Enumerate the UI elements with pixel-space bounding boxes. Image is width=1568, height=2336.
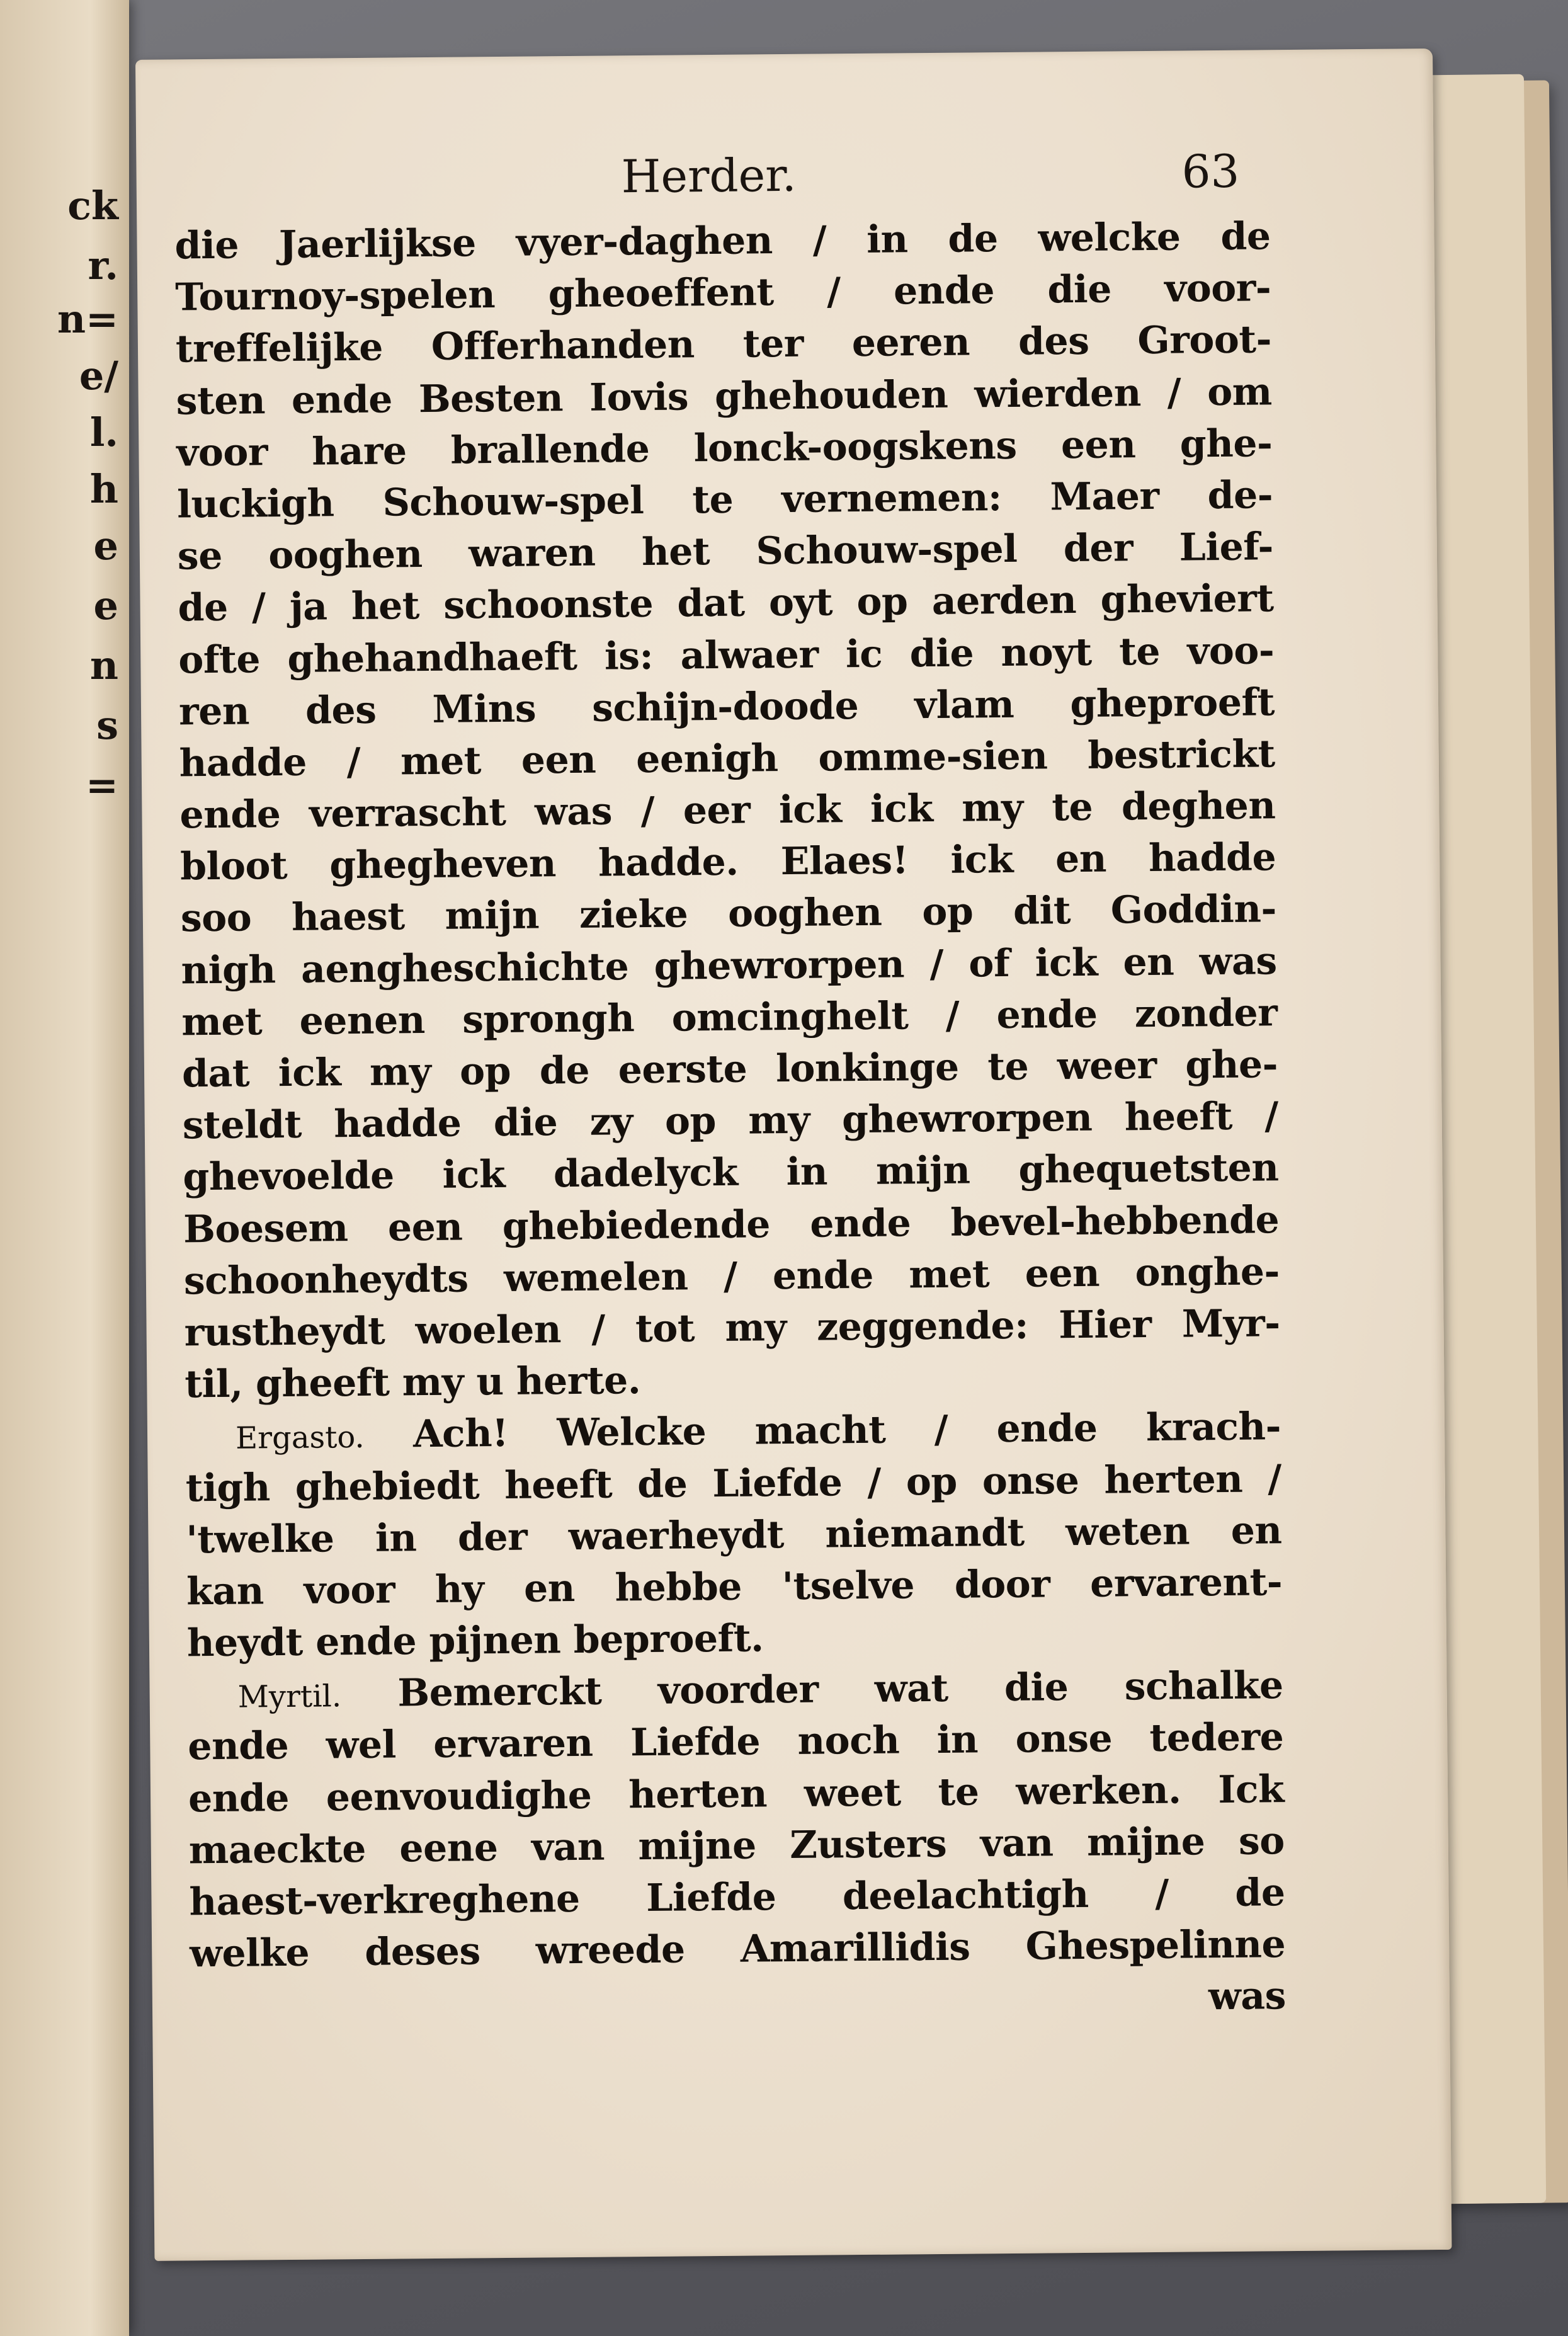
text-line: steldt hadde die zy op my ghewrorpen heeft / [182,1094,1279,1148]
speaker-ergasto: Ergasto. [235,1420,365,1457]
left-page-fragment: n= [57,296,118,342]
speech-text: Bemerckt voorder wat die schalke [397,1663,1283,1716]
left-page-fragment: = [86,762,118,808]
text-line: ofte ghehandhaeft is: alwaer ic die noyt te voo- [178,628,1275,682]
speech-line [187,1660,1283,1721]
left-page-fragment: s [96,702,118,748]
left-page-fragment: n [89,642,118,688]
text-line: heydt ende pijnen beproeft. [186,1616,764,1666]
text-line: ende wel ervaren Liefde noch in onse tedere [188,1715,1284,1769]
left-page-fragment: l. [89,409,118,455]
page-number: 63 [1181,144,1240,198]
running-head: Herder. [621,148,797,203]
text-line: de / ja het schoonste dat oyt op aerden gheviert [178,576,1274,630]
left-page [0,0,129,2336]
text-line: hadde / met een eenigh omme-sien bestrickt [179,732,1275,786]
speech-line [185,1401,1281,1462]
text-line: nigh aengheschichte ghewrorpen / of ick en was [181,938,1277,993]
text-line: ghevoelde ick dadelyck in mijn ghequetsten [183,1146,1279,1200]
text-line: tigh ghebiedt heeft de Liefde / op onse herten / [185,1456,1282,1510]
text-line: voor hare brallende lonck-oogskens een ghe- [176,421,1273,476]
text-line: met eenen sprongh omcinghelt / ende zonder [181,991,1278,1045]
text-line: Tournoy-spelen gheoeffent / ende die voor- [174,266,1271,320]
text-line: treffelijke Offerhanden ter eeren des Groot- [175,317,1272,372]
text-line: dat ick my op de eerste lonkinge te weer ghe- [181,1042,1278,1097]
text-line: 'twelke in der waerheydt niemandt weten en [186,1508,1282,1563]
text-line: til, gheeft my u herte. [185,1359,641,1407]
text-line: ren des Mins schijn-doode vlam gheproeft [178,680,1275,734]
text-line: maeckte eene van mijne Zusters van mijne so [188,1818,1285,1873]
text-line: bloot ghegheven hadde. Elaes! ick en hadde [179,835,1276,889]
text-line: sten ende Besten Iovis ghehouden wierden / om [176,369,1272,424]
text-line: se ooghen waren het Schouw-spel der Lief- [177,525,1274,579]
body-text [174,210,1286,2032]
book-page [135,48,1452,2261]
text-line: ende verrascht was / eer ick ick my te deghen [179,783,1276,838]
left-page-fragment: r. [88,242,118,288]
text-line: rustheydt woelen / tot my zeggende: Hier Myr- [184,1301,1280,1355]
text-line: welke deses wreede Amarillidis Ghespelinne [189,1922,1286,1976]
text-line: Boesem een ghebiedende ende bevel-hebbende [183,1197,1280,1251]
left-page-fragment: e [93,583,118,629]
text-line: luckigh Schouw-spel te vernemen: Maer de- [176,473,1273,527]
text-line: kan voor hy en hebbe 'tselve door ervarent- [186,1560,1283,1614]
text-line: haest-verkreghene Liefde deelachtigh / de [189,1871,1285,1925]
left-page-fragment: ck [67,183,118,229]
catchword: was [1208,1974,1287,2019]
speech-text: Ach! Welcke macht / ende krach- [412,1404,1281,1457]
text-line: schoonheydts wemelen / ende met een onghe- [183,1249,1280,1304]
text-line: soo haest mijn zieke ooghen op dit Goddin- [180,887,1277,941]
speaker-myrtil: Myrtil. [237,1678,342,1715]
left-page-fragment: h [89,466,118,512]
left-page-fragment: e [93,523,118,569]
text-line: ende eenvoudighe herten weet te werken. Ick [188,1767,1285,1821]
text-line: die Jaerlijkse vyer-daghen / in de welcke de [174,214,1271,268]
left-page-fragment: e/ [79,353,118,399]
